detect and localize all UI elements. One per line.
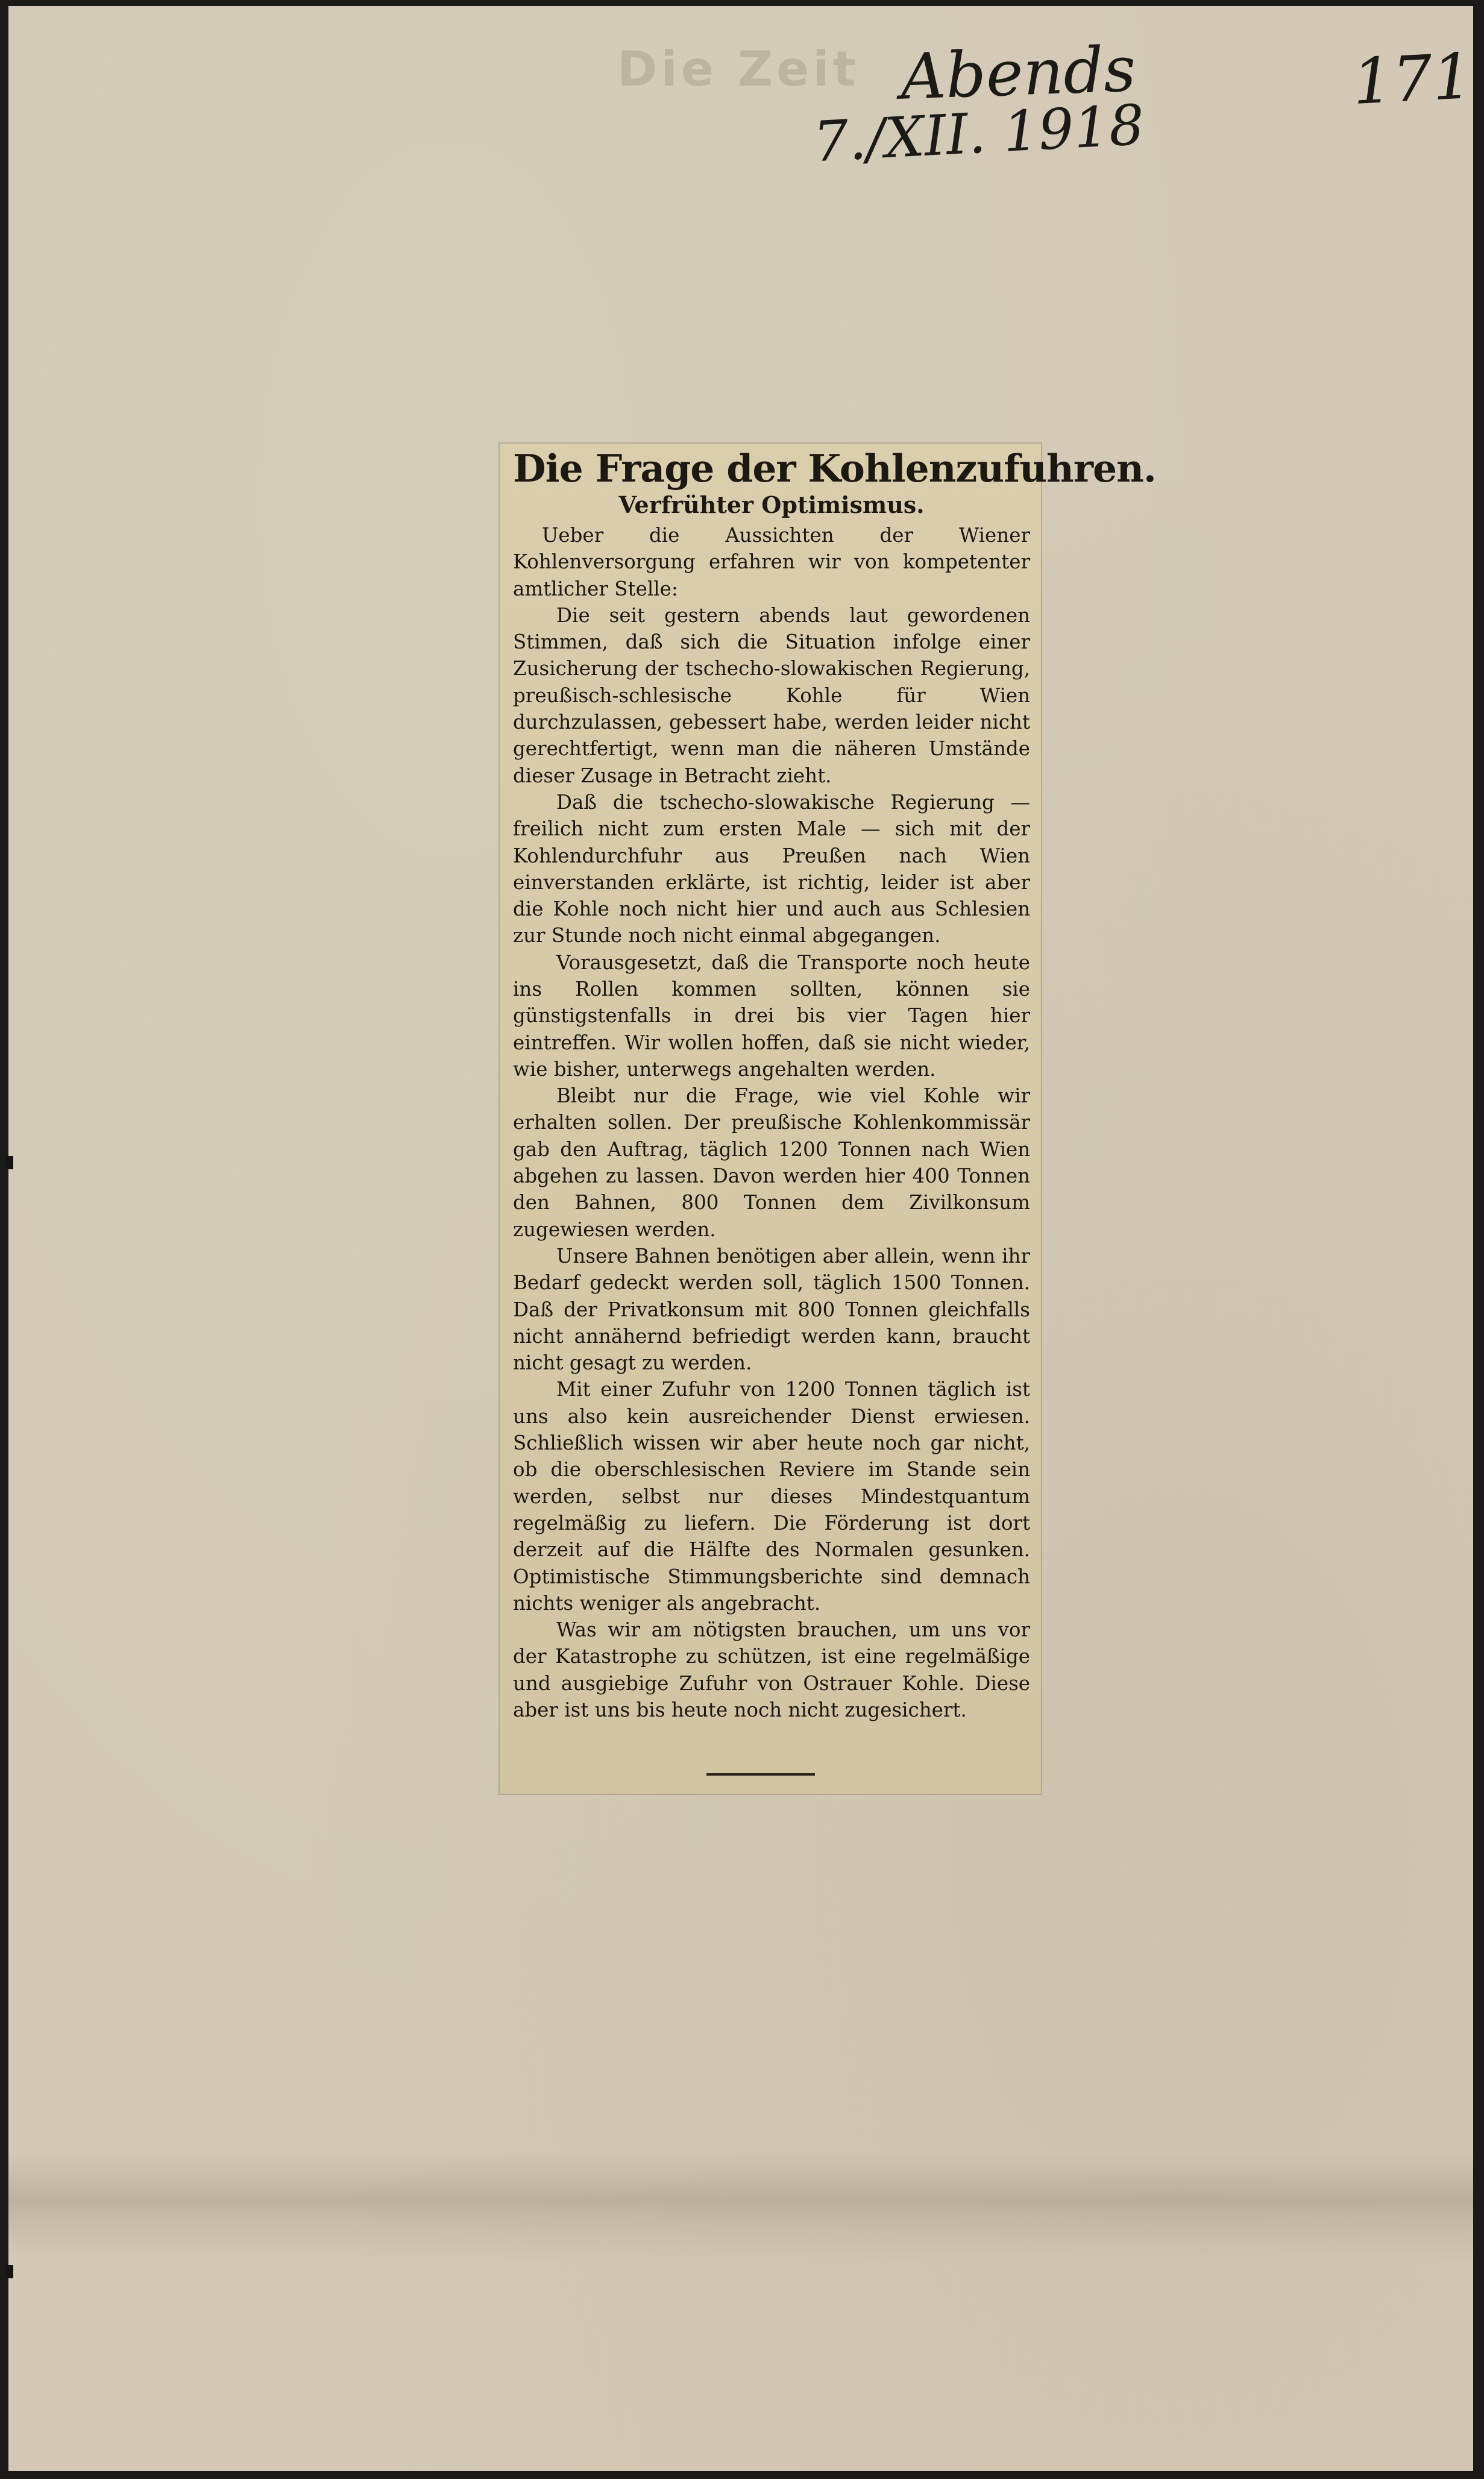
- article-paragraph: Bleibt nur die Frage, wie viel Kohle wir erhalten sollen. Der preußische Kohlenkommissär gab den Auftrag, täglich 1200 Tonnen nach Wien abgehen zu lassen. Davon werden hier 400 Tonnen den Bahnen, 800 Tonnen dem Zivilkonsum zugewiesen werden.: [513, 1084, 1030, 1241]
- article-paragraph: Was wir am nötigsten brauchen, um uns vor der Katastrophe zu schützen, ist eine regelmäßige und ausgiebige Zufuhr von Ostrauer Kohle. Diese aber ist uns bis heute noch nicht zugesichert.: [513, 1618, 1030, 1721]
- article-headline: Die Frage der Kohlenzufuhren.: [513, 446, 1156, 491]
- binding-mark: [6, 2265, 13, 2278]
- newspaper-stamp: Die Zeit: [617, 41, 860, 97]
- archive-sheet: [8, 6, 1473, 2471]
- article-subheadline: Verfrühter Optimismus.: [618, 491, 925, 518]
- newspaper-clipping: [500, 444, 1156, 1794]
- handwritten-edition: Abends: [899, 32, 1137, 114]
- article-paragraph: Mit einer Zufuhr von 1200 Tonnen täglich ist uns also kein ausreichender Dienst erwiesen. Schließlich wissen wir aber heute noch gar nicht, ob die oberschlesischen Reviere im Stande sein werden, selbst nur dieses Mindestquantum regelmäßig zu liefern. Die Förderung ist dort derzeit auf die Hälfte des Normalen gesunken. Optimistische Stimmungsberichte sind demnach nichts weniger als angebracht.: [513, 1378, 1030, 1615]
- article-paragraph: Ueber die Aussichten der Wiener Kohlenversorgung erfahren wir von kompetenter amtlicher Stelle:: [513, 523, 1030, 600]
- handwritten-folio-number: 171: [1350, 39, 1474, 119]
- article-paragraph: Die seit gestern abends laut gewordenen Stimmen, daß sich die Situation infolge einer Zusicherung der tschecho-slowakischen Regierung, preußisch-schlesische Kohle für Wien durchzulassen, gebessert habe, werden leider nicht gerechtfertigt, wenn man die näheren Umstände dieser Zusage in Betracht zieht.: [513, 603, 1030, 787]
- article-paragraph: Vorausgesetzt, daß die Transporte noch heute ins Rollen kommen sollten, können sie günstigstenfalls in drei bis vier Tagen hier eintreffen. Wir wollen hoffen, daß sie nicht wieder, wie bisher, unterwegs angehalten werden.: [513, 950, 1030, 1081]
- end-rule: [706, 1773, 815, 1776]
- article-paragraph: Daß die tschecho-slowakische Regierung — freilich nicht zum ersten Male — sich mit der Kohlendurchfuhr aus Preußen nach Wien einverstanden erklärte, ist richtig, leider ist aber die Kohle noch nicht hier und auch aus Schlesien zur Stunde noch nicht einmal abgegangen.: [513, 790, 1030, 947]
- paper-fold-shadow: [8, 2152, 1473, 2260]
- handwritten-date: 7./XII. 1918: [811, 92, 1146, 175]
- binding-mark: [6, 1156, 13, 1169]
- article-paragraph: Unsere Bahnen benötigen aber allein, wenn ihr Bedarf gedeckt werden soll, täglich 1500 Tonnen. Daß der Privatkonsum mit 800 Tonnen gleichfalls nicht annähernd befriedigt werden kann, braucht nicht gesagt zu werden.: [513, 1244, 1030, 1375]
